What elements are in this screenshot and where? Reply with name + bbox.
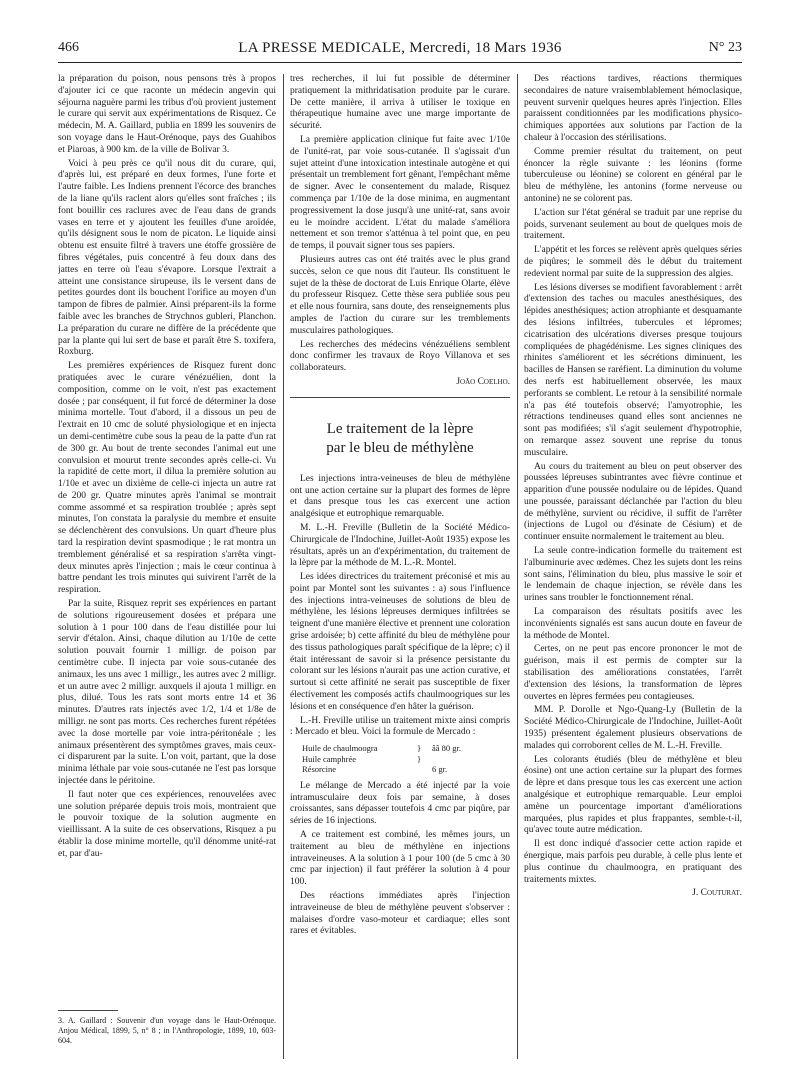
paragraph: Certes, on ne peut pas encore prononcer le mot de guérison, mais il est permis de compter sur la stabilisation des améliorations constatées, l'arrêt d'extension des lésions, la transformation de lèpres ouvertes en lèpres fermées peu contagieuses. — [524, 644, 742, 702]
issue-number: N° 23 — [708, 40, 742, 55]
paragraph: L.-H. Freville utilise un traitement mixte ainsi compris : Mercado et bleu. Voici la formule de Mercado : — [290, 715, 510, 738]
paragraph: L'appétit et les forces se relèvent après quelques séries de piqûres; le sommeil dès le début du traitement redevient normal par suite de la suppression des algies. — [524, 245, 742, 279]
header-rule — [58, 62, 742, 63]
paragraph: La seule contre-indication formelle du traitement est l'albuminurie avec œdèmes. Chez les sujets dont les reins sont sains, l'élimination du bleu, plus massive le soir et le lendemain de chaque injection, se révèle dans les urines sans troubler le fonctionnement rénal. — [524, 546, 742, 604]
paragraph: Les colorants étudiés (bleu de méthylène et bleu éosine) ont une action certaine sur la plupart des formes de lèpre et dans presque tous les cas exercent une action analgésique et eutrophique remarquable. Leur emploi amène un pourcentage important d'améliorations marquées, plus rapides et plus frappantes, semble-t-il, qu'avec toute autre médication. — [524, 754, 742, 836]
paragraph: Comme premier résultat du traitement, on peut énoncer la règle suivante : les léonins (forme tuberculeuse ou léonine) se colorent en général par le bleu de méthylène, les antonins (forme nerveuse ou antonine) ne se colorent pas. — [524, 146, 742, 204]
paragraph: MM. P. Dorolle et Ngo-Quang-Ly (Bulletin de la Société Médico-Chirurgicale de l'Indochine, Juillet-Août 1935) présentent également plusieurs observations de malades qui corroborent celles de M. L.-H. Freville. — [524, 705, 742, 751]
article-title-line-2: par le bleu de méthylène — [326, 439, 474, 456]
paragraph: Les lésions diverses se modifient favorablement : arrêt d'extension des taches ou macules anesthésiques, des lépides anesthésiques; action atrophiante et desquamante des lésions infiltrées, tubercules et lépromes; cicatrisation des ulcérations diverses presque toujours compliquées de phagédénisme. Les signes cliniques des rhinites s'améliorent et les sécrétions diminuent, les bacilles de Hansen se raréfient. La diminution du volume des nerfs est habituellement observée, les maux perforants se comblent. Le retour à la sensibilité normale n'a pas été toutefois observé; l'amyotrophie, les rétractions tendineuses quand elles sont anciennes ne sont pas modifiées; s'il s'agit seulement d'hypotrophie, on remarque assez souvent une reprise du tonus musculaire. — [524, 282, 742, 458]
right-column — [524, 74, 742, 1059]
paragraph: Le mélange de Mercado a été injecté par la voie intramusculaire deux fois par semaine, à doses croissantes, sans dépasser toutefois 4 cmc par piqûre, par séries de 16 injections. — [290, 780, 510, 827]
paragraph: Les injections intra-veineuses de bleu de méthylène ont une action certaine sur la plupart des formes de lèpre et dans presque tous les cas exercent une action analgésique et eutrophique remarquable. — [290, 473, 510, 520]
formula-ingredient: Huile de chaulmoogra — [302, 743, 378, 754]
paragraph: tres recherches, il lui fut possible de déterminer pratiquement la mithridatisation produite par le curare. De cette manière, il arriva à utiliser le toxique en thérapeutique humaine avec une marge importante de sécurité. — [290, 74, 510, 132]
left-column — [58, 74, 276, 1034]
paragraph: Plusieurs autres cas ont été traités avec le plus grand succès, selon ce que nous dit l'auteur. Ils constituent le sujet de la thèse de doctorat de Luis Enrique Olarte, élève du professeur Risquez. Cette thèse sera publiée sous peu et elle nous fournira, sans doute, des renseignements plus amples de l'action du curare sur les tremblements musculaires pathologiques. — [290, 254, 510, 336]
formula-quantity: ââ 80 gr. — [432, 743, 462, 754]
mercado-formula — [302, 743, 510, 775]
article-title-line-1: Le traitement de la lèpre — [326, 420, 474, 437]
paragraph: Il est donc indiqué d'associer cette action rapide et énergique, mais parfois peu durable, à celle plus lente et plus continue du chaulmoogra, en pratiquant des traitements mixtes. — [524, 839, 742, 885]
footnote-rule — [58, 1010, 118, 1011]
column-divider-left — [283, 74, 284, 1059]
paragraph: La comparaison des résultats positifs avec les inconvénients signalés est sans aucun doute en faveur de la méthode de Montel. — [524, 607, 742, 641]
footnote: 3. A. Gaillard : Souvenir d'un voyage dans le Haut-Orénoque. Anjou Médical, 1899, 5, n° 8 ; in l'Anthropologie, 1899, 10, 603-604. — [58, 1016, 276, 1045]
page-header — [58, 40, 742, 62]
formula-ingredient: Résorcine — [302, 764, 336, 775]
paragraph: Des réactions immédiates après l'injection intraveineuse de bleu de méthylène peuvent s'observer : malaises d'ordre vaso-moteur et cardiaque; elles sont rares et évitables. — [290, 890, 510, 937]
formula-row — [302, 754, 510, 765]
section-separator — [290, 397, 510, 398]
formula-ingredient: Huile camphrée — [302, 753, 357, 764]
paragraph: Au cours du traitement au bleu on peut observer des poussées lépreuses subintrantes avec fièvre continue et apparition d'une poussée nodulaire ou de lépides. Quand une poussée, paraissant déclanchée par l'action du bleu de méthylène, survient ou récidive, il suffit de l'arrêter (injections de Lugol ou d'ésinate de Césium) et de continuer ensuite normalement le traitement au bleu. — [524, 461, 742, 543]
formula-brace: } — [416, 753, 422, 764]
paragraph: Les premières expériences de Risquez furent donc pratiquées avec le curare vénézuélien, dont la composition, comme on le voit, n'est pas exactement dosée ; par conséquent, il fut forcé de déterminer la dose minima mortelle. Tout d'abord, il a dissous un peu de l'extrait en 10 cmc de soluté physiologique et en injecta un demi-centimètre cube sous la peau de la patte d'un rat de 300 gr. Au bout de trente secondes l'animal eut une convulsion et mourut trente secondes après celle-ci. Vu la rapidité de cette mort, il dilua la première solution au 1/10e et avec un dixième de celle-ci injecta un autre rat de 200 gr. Quatre minutes après l'animal se montrait comme assommé et sa respiration troublée ; après sept minutes, l'on constata la paralysie du membre et ensuite se déclenchèrent des convulsions. Un quart d'heure plus tard la respiration devint spasmodique ; le rat montra un tremblement généralisé et sa respiration s'arrêta vingt-deux minutes après l'injection ; mais le cœur continua à battre pendant les trois minutes qui suivirent l'arrêt de la respiration. — [58, 361, 276, 596]
page-number: 466 — [58, 40, 79, 55]
paragraph: Par la suite, Risquez reprit ses expériences en partant de solutions rigoureusement dosées et prépara une solution à 1 pour 100 dans de l'eau distillée pour lui servir d'étalon. Ainsi, chaque dilution au 1/10e de cette solution pouvait fournir 1 milligr. de poison par centimètre cube. Il injecta par voie sous-cutanée des animaux, les uns avec 1 milligr., les autres avec 2 milligr. et un autre avec 2 milligr. auxquels il ajouta 1 milligr. en plus, dilué. Tous les rats sont morts entre 14 et 36 minutes. D'autres rats injectés avec 1/2, 1/4 et 1/8e de milligr. ne sont pas morts. Ces recherches furent répétées avec la dose mortelle par voie intra-péritonéale ; les animaux présentèrent des symptômes graves, mais ceux-ci disparurent par la suite. L'on voit, partant, que la dose minima léthale par voie sous-cutanée ne l'est pas lorsque injectée dans le péritoine. — [58, 599, 276, 787]
formula-quantity: 6 gr. — [432, 764, 448, 775]
paragraph: Voici à peu près ce qu'il nous dit du curare, qui, d'après lui, est préparé en deux formes, l'une forte et l'autre faible. Les Indiens prennent l'écorce des branches de la liane qu'ils raclent alors qu'elles sont fraîches ; ils font bouillir ces raclures avec de l'eau dans de grands vases en terre et y ajoutent les feuilles d'une aroïdée, qu'ils désignent sous le nom de picaton. Le liquide ainsi obtenu est ensuite filtré à travers une étoffe grossière de fibres végétales, puis concentré à feu doux dans des jattes en terre où l'eau s'évapore. Lorsque l'extrait a atteint une consistance sirupeuse, ils le versent dans de petites gourdes dont ils bouchent l'orifice au moyen d'un tampon de fibres de palmier. Ainsi préparent-ils la forme faible avec les branches de Strychnos gubleri, Planchon. La préparation du curare ne diffère de la précédente que par la plante qui lui sert de base et paraît être S. toxifera, Roxburg. — [58, 158, 276, 358]
formula-brace: } — [416, 743, 422, 754]
paragraph: L'action sur l'état général se traduit par une reprise du poids, survenant seulement au bout de quelques mois de traitement. — [524, 207, 742, 242]
paragraph: A ce traitement est combiné, les mêmes jours, un traitement au bleu de méthylène en injections intraveineuses. A la solution à 1 pour 100 (de 5 cmc à 30 cmc par injection) il faut préférer la solution à 4 pour 100. — [290, 829, 510, 888]
article-title — [290, 420, 510, 458]
formula-row — [302, 743, 510, 754]
middle-column — [290, 74, 510, 1059]
paragraph: la préparation du poison, nous pensons très à propos d'ajouter ici ce que raconte un médecin angevin qui séjourna naguère parmi les tribus d'où provient justement le curare qui servit aux expérimentations de Risquez. Ce médecin, M. A. Gaillard, publia en 1899 les souvenirs de son voyage dans le Haut-Orénoque, pays des Guahibos et Piaroas, à 900 km. de la ville de Bolivar 3. — [58, 74, 276, 155]
paragraph: Les recherches des médecins vénézuéliens semblent donc confirmer les travaux de Royo Villanova et ses collaborateurs. — [290, 339, 510, 374]
author-signature: João Coelho. — [456, 376, 510, 387]
author-signature: J. Couturat. — [692, 888, 742, 899]
paragraph: Les idées directrices du traitement préconisé et mis au point par Montel sont les suivantes : a) sous l'influence des injections intra-veineuses de solutions de bleu de méthylène, les lésions lépreuses dermiques infiltrées se teignent d'une manière élective et prennent une coloration grise ardoisée; b) cette affinité du bleu de méthylène pour des tissus pathologiques paraît spécifique de la lèpre; c) il était intéressant de savoir si la présence persistante du colorant sur les lésions n'aurait pas une action curative, et surtout si cette affinité ne serait pas susceptible de fixer électivement les composés actifs chaulmoogriques sur les lésions et en conséquence d'en hâter la guérison. — [290, 572, 510, 712]
journal-title: LA PRESSE MEDICALE, Mercredi, 18 Mars 1936 — [238, 40, 562, 56]
formula-row — [302, 764, 510, 775]
column-divider-right — [517, 74, 518, 1059]
paragraph: La première application clinique fut faite avec 1/10e de l'unité-rat, par voie sous-cutanée. Il s'agissait d'un sujet atteint d'une intoxication intestinale autogène et qui présentait un tremblement fort gênant, l'empêchant même de signer. Avec le consentement du malade, Risquez commença par 1/10e de la dose minima, en augmentant progressivement la dose jusqu'à une unité-rat, sans avoir eu le moindre accident. L'état du malade s'améliora nettement et son tremor s'atténua à tel point que, en peu de temps, il pouvait signer tous ses papiers. — [290, 134, 510, 252]
paragraph: Des réactions tardives, réactions thermiques secondaires de nature vraisemblablement hémoclasique, peuvent survenir quelques heures après l'injection. Elles paraissent conditionnées par les modifications physico-chimiques apportées aux solutions par l'action de la chaleur à l'occasion des stérilisations. — [524, 74, 742, 143]
paragraph: M. L.-H. Freville (Bulletin de la Société Médico-Chirurgicale de l'Indochine, Juillet-Août 1935) expose les résultats, après un an d'expérimentation, du traitement de la lèpre par la méthode de M. L.-R. Montel. — [290, 522, 510, 569]
paragraph: Il faut noter que ces expériences, renouvelées avec une solution préparée depuis trois mois, montraient que le pouvoir toxique de la solution augmente en vieillissant. A la suite de ces observations, Risquez a pu établir la dose minime mortelle, qu'il dénomme unité-rat et, par d'au- — [58, 789, 276, 859]
